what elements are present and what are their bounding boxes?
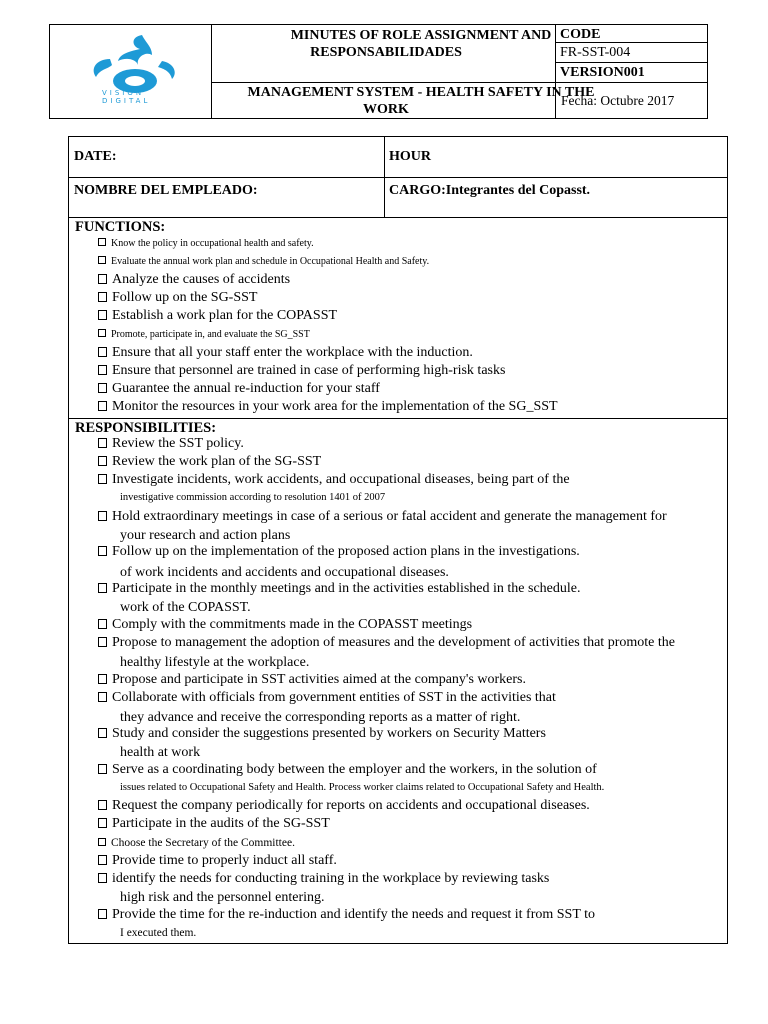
list-item: Ensure that all your staff enter the workplace with the induction. [98, 345, 473, 361]
checkbox-icon [98, 511, 107, 521]
checkbox-icon [98, 456, 107, 466]
list-item: Collaborate with officials from government entities of SST in the activities that [98, 690, 556, 706]
list-item: Participate in the monthly meetings and in the activities established in the schedule. [98, 581, 581, 597]
list-item: Review the work plan of the SG-SST [98, 454, 321, 470]
list-item-continuation: they advance and receive the corresponding reports as a matter of right. [120, 710, 521, 725]
checkbox-icon [98, 383, 107, 393]
checkbox-icon [98, 728, 107, 738]
list-item-continuation: I executed them. [120, 927, 197, 939]
list-item: Propose to management the adoption of measures and the development of activities that promote the [98, 635, 675, 651]
checkbox-icon [98, 274, 107, 284]
hour-label: HOUR [389, 149, 431, 164]
checkbox-icon [98, 855, 107, 865]
checkbox-icon [98, 692, 107, 702]
list-item-continuation: issues related to Occupational Safety and Health. Process worker claims related to Occupational Safety and Health. [120, 782, 605, 793]
list-item: Study and consider the suggestions presented by workers on Security Matters [98, 726, 546, 742]
position-label: CARGO:Integrantes del Copasst. [389, 183, 591, 198]
list-item-continuation: your research and action plans [120, 528, 291, 543]
code-label: CODE [560, 27, 601, 42]
list-item: Analyze the causes of accidents [98, 272, 290, 288]
checkbox-icon [98, 365, 107, 375]
checkbox-icon [98, 873, 107, 883]
list-item: Ensure that personnel are trained in case of performing high-risk tasks [98, 363, 505, 379]
document-subtitle: MANAGEMENT SYSTEM - HEALTH SAFETY IN THE WORK [247, 85, 595, 117]
checkbox-icon [98, 637, 107, 647]
list-item: Follow up on the implementation of the proposed action plans in the investigations. [98, 544, 580, 560]
list-item: identify the needs for conducting training in the workplace by reviewing tasks [98, 871, 549, 887]
document-title: MINUTES OF ROLE ASSIGNMENT AND RESPONSABILIDADES [290, 28, 552, 60]
list-item: Know the policy in occupational health and safety. [98, 238, 314, 249]
checkbox-icon [98, 292, 107, 302]
checkbox-icon [98, 546, 107, 556]
checkbox-icon [98, 838, 106, 846]
list-item: Establish a work plan for the COPASST [98, 308, 337, 324]
functions-title: FUNCTIONS: [75, 219, 166, 235]
checkbox-icon [98, 800, 107, 810]
checkbox-icon [98, 310, 107, 320]
checkbox-icon [98, 401, 107, 411]
list-item-continuation: of work incidents and accidents and occupational diseases. [120, 565, 449, 580]
checkbox-icon [98, 764, 107, 774]
responsibilities-title: RESPONSIBILITIES: [75, 420, 217, 436]
checkbox-icon [98, 818, 107, 828]
version: VERSION001 [560, 65, 645, 80]
checkbox-icon [98, 438, 107, 448]
list-item: Follow up on the SG-SST [98, 290, 257, 306]
list-item: Choose the Secretary of the Committee. [98, 837, 295, 849]
employee-name-label: NOMBRE DEL EMPLEADO: [74, 183, 258, 198]
header-table [49, 24, 708, 119]
document-date: Fecha: Octubre 2017 [561, 93, 675, 108]
list-item: Hold extraordinary meetings in case of a serious or fatal accident and generate the management for [98, 509, 667, 525]
main-table [68, 136, 728, 944]
list-item: Participate in the audits of the SG-SST [98, 816, 330, 832]
list-item: Guarantee the annual re-induction for your staff [98, 381, 380, 397]
list-item-continuation: healthy lifestyle at the workplace. [120, 655, 310, 670]
checkbox-icon [98, 329, 106, 337]
list-item: Propose and participate in SST activities aimed at the company's workers. [98, 672, 526, 688]
list-item-continuation: health at work [120, 745, 201, 760]
checkbox-icon [98, 256, 106, 264]
list-item: Monitor the resources in your work area for the implementation of the SG_SST [98, 399, 558, 415]
list-item: Comply with the commitments made in the COPASST meetings [98, 617, 472, 633]
code-value: FR-SST-004 [560, 45, 631, 60]
list-item-continuation: high risk and the personnel entering. [120, 890, 325, 905]
list-item: Provide time to properly induct all staff. [98, 853, 337, 869]
checkbox-icon [98, 909, 107, 919]
logo-text: VISION DIGITAL [102, 89, 151, 105]
list-item: Promote, participate in, and evaluate the SG_SST [98, 329, 310, 340]
checkbox-icon [98, 347, 107, 357]
date-label: DATE: [74, 149, 117, 164]
company-logo [80, 29, 190, 109]
list-item-continuation: investigative commission according to resolution 1401 of 2007 [120, 492, 386, 503]
checkbox-icon [98, 674, 107, 684]
list-item: Evaluate the annual work plan and schedule in Occupational Health and Safety. [98, 256, 429, 267]
checkbox-icon [98, 474, 107, 484]
checkbox-icon [98, 619, 107, 629]
list-item-continuation: work of the COPASST. [120, 600, 251, 615]
checkbox-icon [98, 238, 106, 246]
list-item: Serve as a coordinating body between the employer and the workers, in the solution of [98, 762, 597, 778]
list-item: Review the SST policy. [98, 436, 244, 452]
list-item: Request the company periodically for reports on accidents and occupational diseases. [98, 798, 590, 814]
list-item: Provide the time for the re-induction and identify the needs and request it from SST to [98, 907, 595, 923]
checkbox-icon [98, 583, 107, 593]
list-item: Investigate incidents, work accidents, and occupational diseases, being part of the [98, 472, 570, 488]
